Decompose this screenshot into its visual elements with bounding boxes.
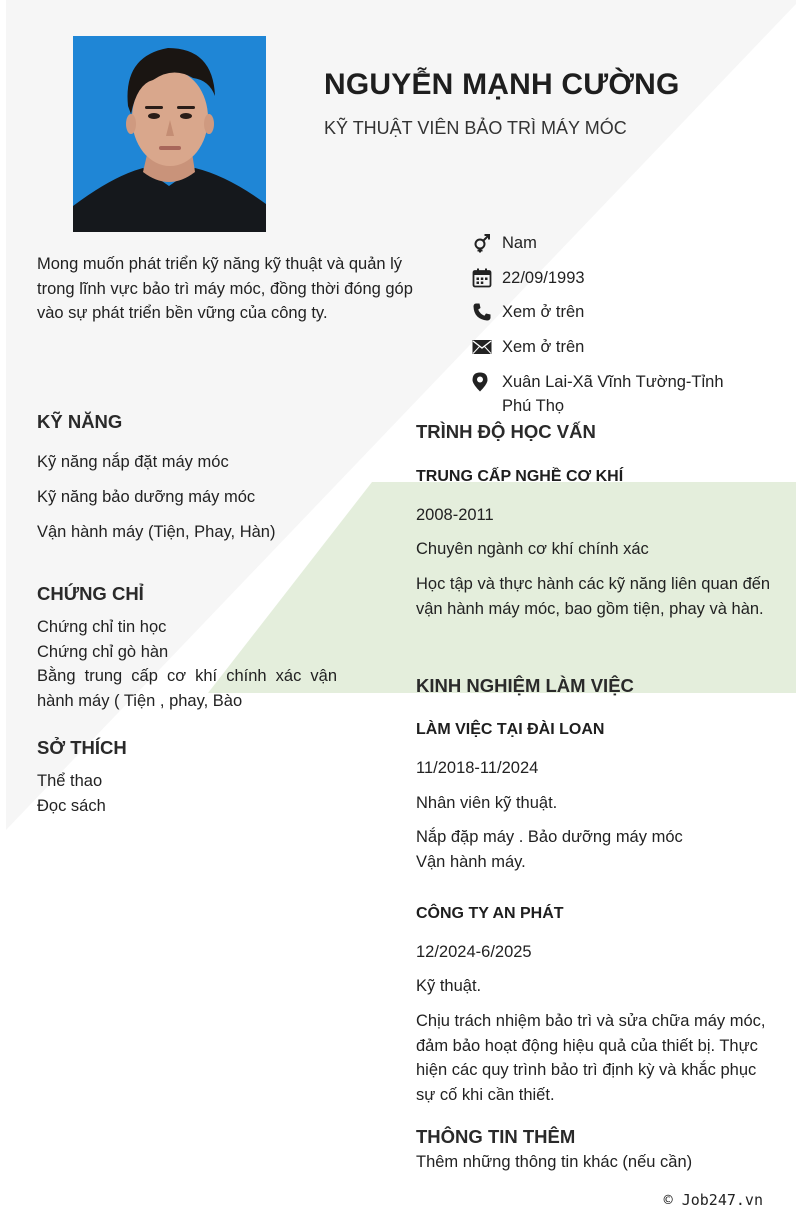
additional-info-heading: THÔNG TIN THÊM [416,1126,576,1147]
certificate-item: Chứng chỉ gò hàn [37,643,169,661]
hobby-item: Đọc sách [37,797,106,815]
info-phone [472,300,772,324]
info-birthdate [472,266,772,290]
info-gender [472,231,772,255]
experience-position: Kỹ thuật. [416,977,482,995]
calendar-icon [472,266,502,290]
certificates-heading: CHỨNG CHỈ [37,583,144,604]
info-address [472,370,752,418]
skill-item: Kỹ năng bảo dưỡng máy móc [37,488,256,506]
skill-item: Kỹ năng nắp đặt máy móc [37,453,229,471]
email-icon [472,335,502,359]
experience-detail: Nắp đặp máy . Bảo dưỡng máy móc [416,828,683,846]
education-school: TRUNG CẤP NGHỀ CƠ KHÍ [416,468,624,485]
experience-detail: Vận hành máy. [416,853,526,871]
candidate-name: NGUYỄN MẠNH CƯỜNG [324,68,680,101]
certificate-item: Chứng chỉ tin học [37,618,167,636]
education-major: Chuyên ngành cơ khí chính xác [416,540,649,558]
experience-period: 11/2018-11/2024 [416,759,539,777]
info-address-value: Xuân Lai-Xã Vĩnh Tường-Tỉnh Phú Thọ [502,373,724,415]
experience-period: 12/2024-6/2025 [416,943,532,961]
career-objective: Mong muốn phát triển kỹ năng kỹ thuật và quản lý trong lĩnh vực bảo trì máy móc, đồng thời đóng góp vào sự phát triển bền vững của công ty. [37,255,413,322]
experience-company: LÀM VIỆC TẠI ĐÀI LOAN [416,721,605,738]
skills-heading: KỸ NĂNG [37,411,123,432]
hobby-item: Thể thao [37,772,103,790]
experience-position: Nhân viên kỹ thuật. [416,794,558,812]
info-gender-value: Nam [502,234,537,252]
skill-item: Vận hành máy (Tiện, Phay, Hàn) [37,523,276,541]
footer-credit: © Job247.vn [663,1191,763,1209]
experience-detail: Chịu trách nhiệm bảo trì và sửa chữa máy móc, đảm bảo hoạt động hiệu quả của thiết bị. Thực hiện các quy trình bảo trì định kỳ và khắc phục sự cố khi cần thiết. [416,1012,766,1104]
info-email [472,335,772,359]
certificate-item: Bằng trung cấp cơ khí chính xác vận hành máy ( Tiện , phay, Bào [37,667,337,710]
job-title: KỸ THUẬT VIÊN BẢO TRÌ MÁY MÓC [324,118,627,138]
info-phone-value: Xem ở trên [502,303,585,321]
info-email-value: Xem ở trên [502,338,585,356]
gender-icon [472,231,502,255]
education-heading: TRÌNH ĐỘ HỌC VẤN [416,421,596,442]
phone-icon [472,300,502,324]
education-period: 2008-2011 [416,506,494,524]
additional-info-text: Thêm những thông tin khác (nếu cần) [416,1153,693,1171]
education-description: Học tập và thực hành các kỹ năng liên quan đến vận hành máy móc, bao gồm tiện, phay và hàn. [416,575,771,618]
hobbies-heading: SỞ THÍCH [37,737,127,758]
experience-company: CÔNG TY AN PHÁT [416,905,564,922]
info-birthdate-value: 22/09/1993 [502,269,585,287]
profile-photo [73,36,266,232]
location-icon [472,370,502,394]
experience-heading: KINH NGHIỆM LÀM VIỆC [416,675,634,696]
